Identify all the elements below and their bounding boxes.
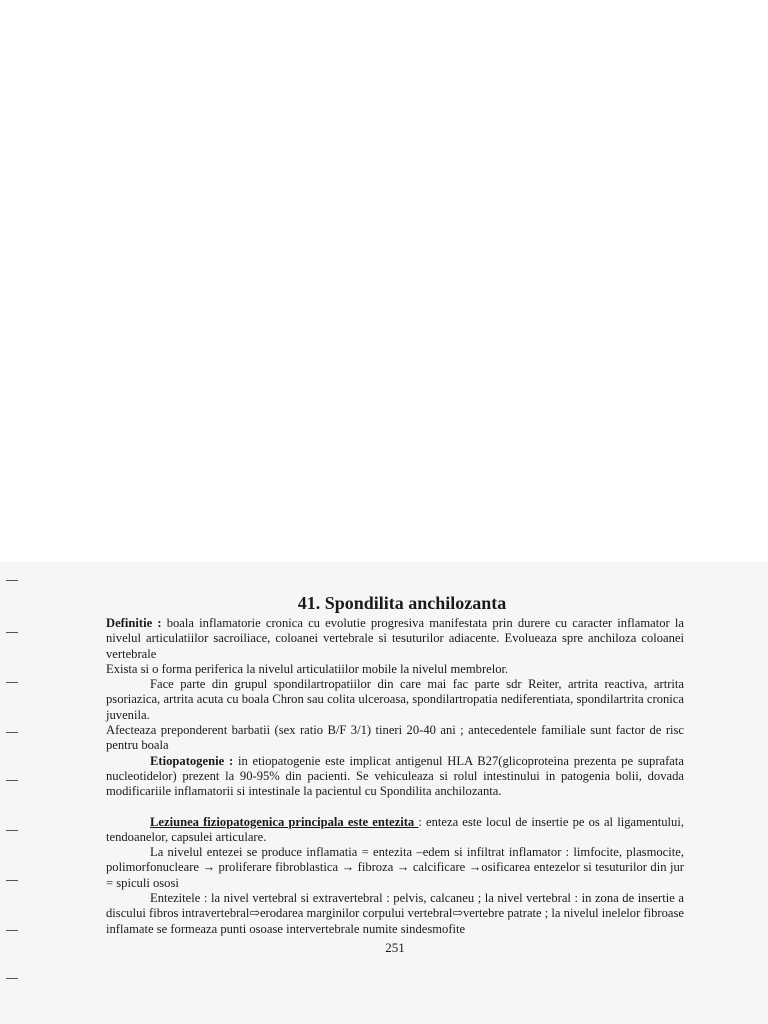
document-body xyxy=(106,592,684,955)
etiopathogenesis-text: in etiopatogenie este implicat antigenul HLA B27(glicoproteina prezenta pe suprafata nucleotidelor) prezent la 90-95% din pacienti. Se vehiculeaza si rolul intestinului in patogenia bolii, dovada modificariile inflamatorii si intestinale la pacientul cu Spondilita anchilozanta. xyxy=(106,753,684,799)
margin-mark xyxy=(6,682,18,683)
spondylarthropathy-group-paragraph: Face parte din grupul spondilartropatiilor din care mai fac parte sdr Reiter, artrita reactiva, artrita psoriazica, artrita acuta cu boala Chron sau colita ulceroasa, spondilartropatia nediferentiata, spondilartrita cronica juvenila. xyxy=(106,677,684,722)
inflammation-paragraph: La nivelul entezei se produce inflamatia = entezita –edem si infiltrat inflamator : limfocite, plasmocite, polimorfonucleare → proliferare fibroblastica → fibroza → calcificare →osificarea entezelor si tesuturilor din jur = spiculi ososi xyxy=(106,845,684,890)
definition-paragraph xyxy=(106,616,684,662)
margin-mark xyxy=(6,580,18,581)
margin-mark xyxy=(6,978,18,979)
margin-mark xyxy=(6,880,18,881)
enthesitis-paragraph xyxy=(106,815,684,846)
margin-mark xyxy=(6,930,18,931)
page-number: 251 xyxy=(385,939,405,955)
margin-mark xyxy=(6,780,18,781)
enthesitis-sites-paragraph: Entezitele : la nivel vertebral si extravertebral : pelvis, calcaneu ; la nivel vertebral : in zona de insertie a discului fibros intravertebral⇨erodarea marginilor corpului vertebral⇨vertebre patrate ; la nivelul inelelor fibroase inflamate se formeaza punti osoase intervertebrale numite sindesmofite xyxy=(106,891,684,936)
enthesitis-label: Leziunea fiziopatogenica principala este entezita xyxy=(150,814,419,829)
enthesitis-text: : enteza este locul de insertie pe os al ligamentului, tendoanelor, capsulei articulare. xyxy=(106,814,685,844)
etiopathogenesis-label: Etiopatogenie : xyxy=(150,753,234,768)
margin-mark xyxy=(6,632,18,633)
margin-mark xyxy=(6,732,18,733)
epidemiology-paragraph: Afecteaza preponderent barbatii (sex ratio B/F 3/1) tineri 20-40 ani ; antecedentele familiale sunt factor de risc pentru boala xyxy=(106,723,684,753)
definition-label: Definitie : xyxy=(106,616,162,630)
etiopathogenesis-paragraph xyxy=(106,754,684,800)
peripheral-form-paragraph: Exista si o forma periferica la nivelul articulatiilor mobile la nivelul membrelor. xyxy=(106,661,509,676)
paragraph-gap xyxy=(106,800,684,815)
page-title: 41. Spondilita anchilozanta xyxy=(297,593,507,613)
margin-mark xyxy=(6,830,18,831)
definition-text: boala inflamatorie cronica cu evolutie progresiva manifestata prin durere cu caracter inflamator la nivelul articulatiilor sacroiliace, coloanei vertebrale si tesuturilor adiacente. Evolueaza spre anchiloza coloanei vertebrale xyxy=(106,616,684,661)
